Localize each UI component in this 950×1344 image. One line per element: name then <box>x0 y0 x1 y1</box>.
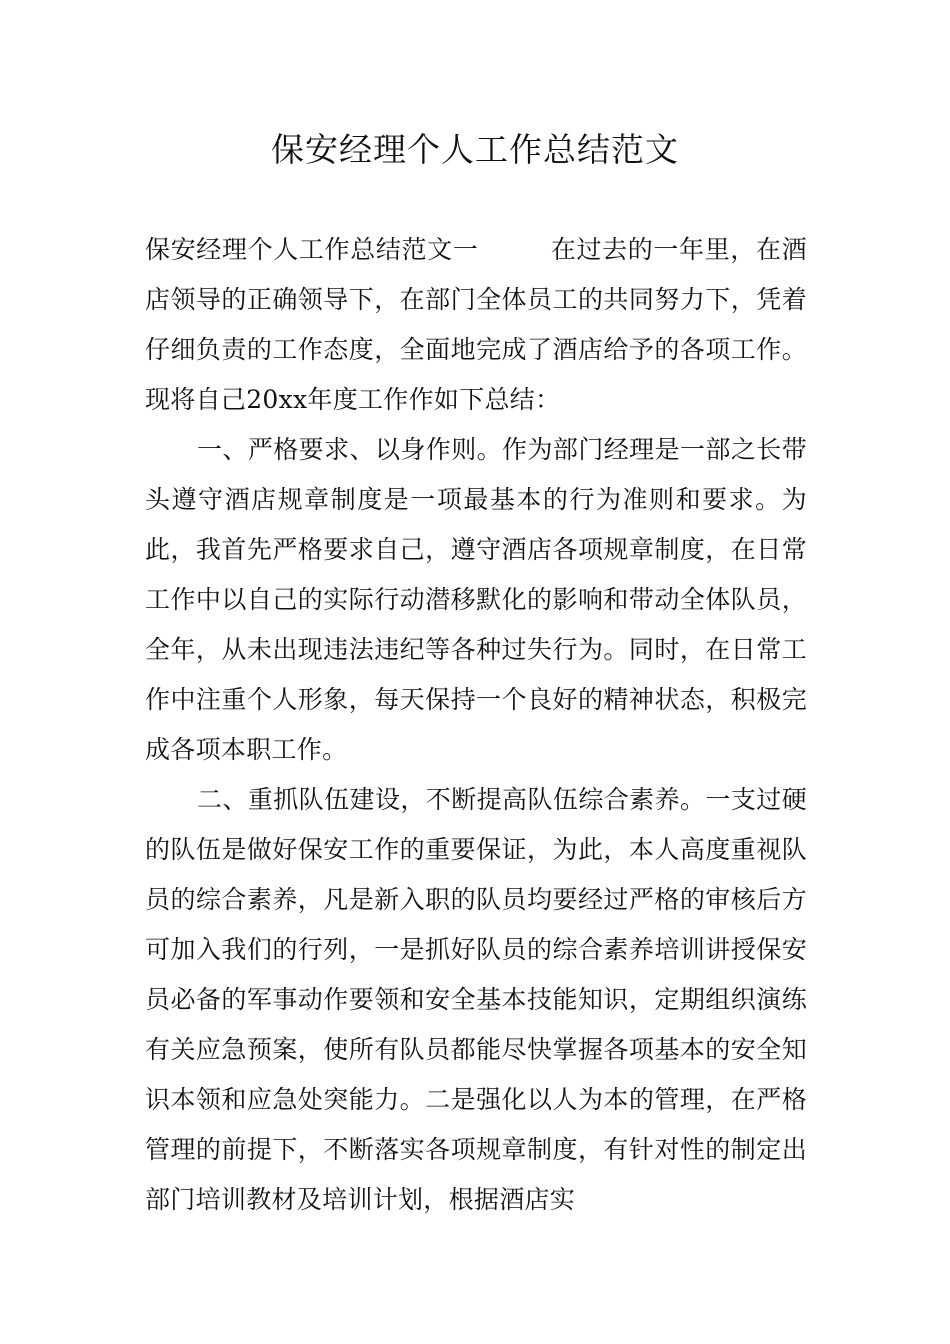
paragraph-text: 在过去的一年里，在酒店领导的正确领导下，在部门全体员工的共同努力下，凭着仔细负责的工作态度，全面地完成了酒店给予的各项工作。现将自己20xx年度工作作如下总结： <box>145 235 807 414</box>
paragraph-lead: 保安经理个人工作总结范文一 <box>145 235 479 264</box>
paragraph-section-two: 二、重抓队伍建设，不断提高队伍综合素养。一支过硬的队伍是做好保安工作的重要保证，为此，本人高度重视队员的综合素养，凡是新入职的队员均要经过严格的审核后方可加入我们的行列，一是抓好队员的综合素养培训讲授保安员必备的军事动作要领和安全基本技能知识，定期组织演练有关应急预案，使所有队员都能尽快掌握各项基本的安全知识本领和应急处突能力。二是强化以人为本的管理，在严格管理的前提下，不断落实各项规章制度，有针对性的制定出部门培训教材及培训计划，根据酒店实 <box>145 785 807 1214</box>
document-body <box>145 225 807 1225</box>
document-title: 保安经理个人工作总结范文 <box>271 130 679 169</box>
paragraph-intro <box>145 225 807 425</box>
paragraph-section-one: 一、严格要求、以身作则。作为部门经理是一部之长带头遵守酒店规章制度是一项最基本的行为准则和要求。为此，我首先严格要求自己，遵守酒店各项规章制度，在日常工作中以自己的实际行动潜移默化的影响和带动全体队员，全年，从未出现违法违纪等各种过失行为。同时，在日常工作中注重个人形象，每天保持一个良好的精神状态，积极完成各项本职工作。 <box>145 435 807 764</box>
